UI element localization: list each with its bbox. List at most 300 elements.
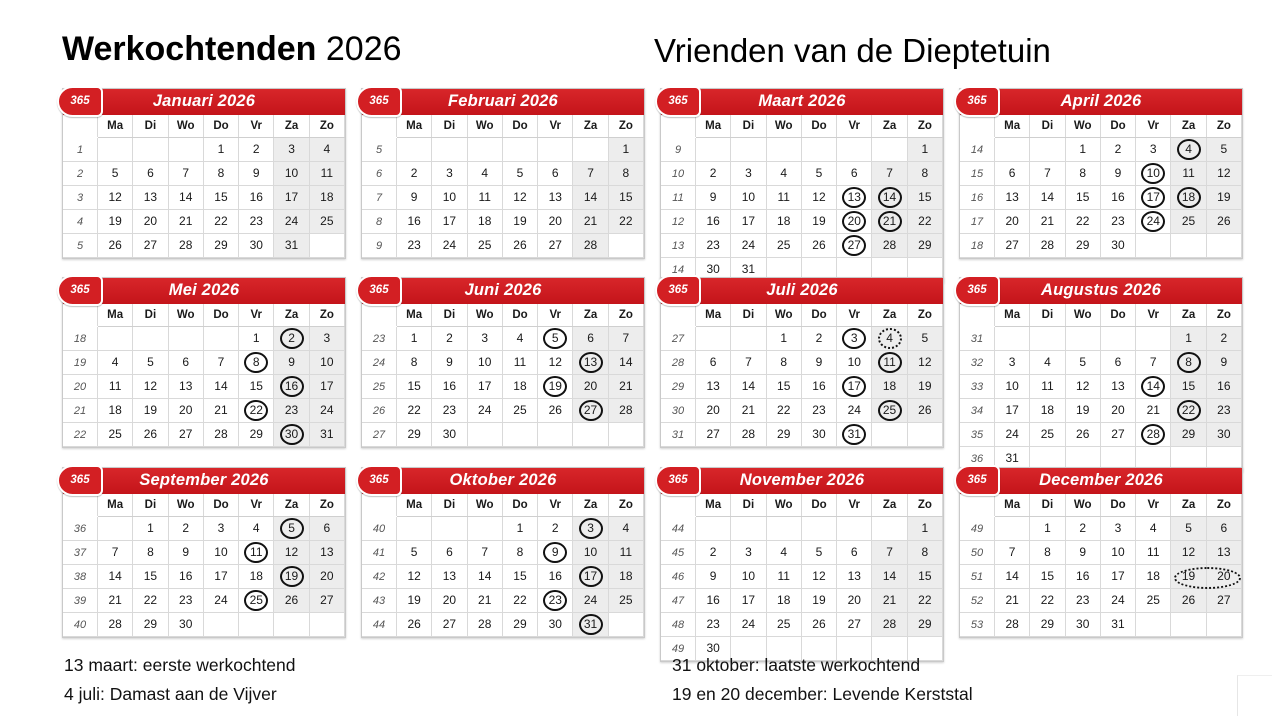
day-cell[interactable]: 1 (608, 138, 643, 162)
day-cell[interactable]: 29 (766, 423, 801, 447)
day-cell[interactable]: 26 (1065, 423, 1100, 447)
day-cell[interactable]: 11 (1171, 162, 1206, 186)
day-cell[interactable]: 5 (1206, 138, 1241, 162)
day-cell[interactable]: 4 (608, 517, 643, 541)
day-cell[interactable]: 12 (907, 351, 942, 375)
day-cell[interactable]: 15 (907, 186, 942, 210)
day-cell[interactable]: 24 (837, 399, 872, 423)
day-cell[interactable]: 24 (731, 613, 766, 637)
day-cell[interactable]: 25 (1171, 210, 1206, 234)
day-cell[interactable]: 27 (837, 613, 872, 637)
day-cell[interactable]: 1 (1030, 517, 1065, 541)
day-cell[interactable]: 28 (1030, 234, 1065, 258)
day-cell[interactable]: 28 (467, 613, 502, 637)
day-cell[interactable]: 10 (573, 541, 608, 565)
day-cell[interactable]: 6 (1100, 351, 1135, 375)
day-cell[interactable]: 18 (608, 565, 643, 589)
day-cell[interactable]: 16 (168, 565, 203, 589)
day-cell[interactable]: 23 (397, 234, 432, 258)
day-cell[interactable]: 5 (397, 541, 432, 565)
day-cell[interactable]: 6 (837, 541, 872, 565)
day-cell[interactable]: 20 (133, 210, 168, 234)
day-cell[interactable]: 22 (608, 210, 643, 234)
day-cell[interactable]: 9 (397, 186, 432, 210)
day-cell[interactable]: 6 (538, 162, 573, 186)
day-cell[interactable]: 19 (907, 375, 942, 399)
day-cell[interactable]: 18 (766, 210, 801, 234)
day-cell[interactable]: 1 (907, 517, 942, 541)
day-cell[interactable]: 8 (907, 541, 942, 565)
day-cell[interactable]: 16 (397, 210, 432, 234)
day-cell[interactable]: 14 (731, 375, 766, 399)
day-cell[interactable]: 8 (1065, 162, 1100, 186)
day-cell[interactable]: 12 (801, 186, 836, 210)
day-cell[interactable]: 13 (837, 565, 872, 589)
day-cell[interactable]: 4 (872, 327, 907, 351)
day-cell[interactable]: 25 (608, 589, 643, 613)
day-cell[interactable]: 9 (274, 351, 309, 375)
day-cell[interactable]: 24 (1100, 589, 1135, 613)
day-cell[interactable]: 30 (239, 234, 274, 258)
day-cell[interactable]: 10 (837, 351, 872, 375)
day-cell[interactable]: 12 (801, 565, 836, 589)
day-cell[interactable]: 11 (239, 541, 274, 565)
day-cell[interactable]: 12 (1206, 162, 1241, 186)
day-cell[interactable]: 19 (397, 589, 432, 613)
day-cell[interactable]: 26 (98, 234, 133, 258)
day-cell[interactable]: 15 (239, 375, 274, 399)
day-cell[interactable]: 28 (573, 234, 608, 258)
day-cell[interactable]: 17 (203, 565, 238, 589)
day-cell[interactable]: 10 (309, 351, 344, 375)
day-cell[interactable]: 10 (432, 186, 467, 210)
day-cell[interactable]: 3 (309, 327, 344, 351)
day-cell[interactable]: 19 (801, 589, 836, 613)
day-cell[interactable]: 30 (274, 423, 309, 447)
day-cell[interactable]: 3 (274, 138, 309, 162)
day-cell[interactable]: 22 (239, 399, 274, 423)
day-cell[interactable]: 4 (502, 327, 537, 351)
day-cell[interactable]: 4 (467, 162, 502, 186)
day-cell[interactable]: 22 (1065, 210, 1100, 234)
day-cell[interactable]: 7 (98, 541, 133, 565)
day-cell[interactable]: 4 (1136, 517, 1171, 541)
day-cell[interactable]: 10 (274, 162, 309, 186)
day-cell[interactable]: 7 (467, 541, 502, 565)
day-cell[interactable]: 12 (502, 186, 537, 210)
day-cell[interactable]: 15 (766, 375, 801, 399)
day-cell[interactable]: 18 (467, 210, 502, 234)
day-cell[interactable]: 1 (133, 517, 168, 541)
day-cell[interactable]: 9 (239, 162, 274, 186)
day-cell[interactable]: 11 (766, 186, 801, 210)
day-cell[interactable]: 27 (1100, 423, 1135, 447)
day-cell[interactable]: 12 (98, 186, 133, 210)
day-cell[interactable]: 18 (1171, 186, 1206, 210)
day-cell[interactable]: 30 (432, 423, 467, 447)
day-cell[interactable]: 3 (1136, 138, 1171, 162)
day-cell[interactable]: 20 (168, 399, 203, 423)
day-cell[interactable]: 29 (1171, 423, 1206, 447)
day-cell[interactable]: 5 (1065, 351, 1100, 375)
day-cell[interactable]: 7 (203, 351, 238, 375)
day-cell[interactable]: 10 (731, 186, 766, 210)
day-cell[interactable]: 14 (872, 186, 907, 210)
day-cell[interactable]: 27 (573, 399, 608, 423)
day-cell[interactable]: 30 (696, 258, 731, 282)
day-cell[interactable]: 5 (907, 327, 942, 351)
day-cell[interactable]: 24 (995, 423, 1030, 447)
day-cell[interactable]: 10 (467, 351, 502, 375)
day-cell[interactable]: 18 (502, 375, 537, 399)
day-cell[interactable]: 26 (801, 234, 836, 258)
day-cell[interactable]: 25 (239, 589, 274, 613)
day-cell[interactable]: 2 (696, 162, 731, 186)
day-cell[interactable]: 21 (467, 589, 502, 613)
day-cell[interactable]: 28 (872, 234, 907, 258)
day-cell[interactable]: 4 (1030, 351, 1065, 375)
day-cell[interactable]: 17 (432, 210, 467, 234)
day-cell[interactable]: 30 (1100, 234, 1135, 258)
day-cell[interactable]: 11 (1030, 375, 1065, 399)
day-cell[interactable]: 15 (1065, 186, 1100, 210)
day-cell[interactable]: 18 (1136, 565, 1171, 589)
day-cell[interactable]: 9 (1206, 351, 1241, 375)
day-cell[interactable]: 24 (309, 399, 344, 423)
day-cell[interactable]: 1 (203, 138, 238, 162)
day-cell[interactable]: 28 (203, 423, 238, 447)
day-cell[interactable]: 2 (1100, 138, 1135, 162)
day-cell[interactable]: 14 (467, 565, 502, 589)
day-cell[interactable]: 21 (573, 210, 608, 234)
day-cell[interactable]: 9 (696, 186, 731, 210)
day-cell[interactable]: 1 (907, 138, 942, 162)
day-cell[interactable]: 16 (696, 589, 731, 613)
day-cell[interactable]: 11 (467, 186, 502, 210)
day-cell[interactable]: 28 (1136, 423, 1171, 447)
day-cell[interactable]: 17 (837, 375, 872, 399)
day-cell[interactable]: 22 (502, 589, 537, 613)
day-cell[interactable]: 16 (801, 375, 836, 399)
day-cell[interactable]: 1 (239, 327, 274, 351)
day-cell[interactable]: 16 (1100, 186, 1135, 210)
day-cell[interactable]: 1 (1065, 138, 1100, 162)
day-cell[interactable]: 25 (766, 234, 801, 258)
day-cell[interactable]: 27 (133, 234, 168, 258)
day-cell[interactable]: 9 (801, 351, 836, 375)
day-cell[interactable]: 12 (397, 565, 432, 589)
day-cell[interactable]: 28 (168, 234, 203, 258)
day-cell[interactable]: 21 (1136, 399, 1171, 423)
day-cell[interactable]: 6 (168, 351, 203, 375)
day-cell[interactable]: 26 (133, 423, 168, 447)
day-cell[interactable]: 7 (872, 162, 907, 186)
day-cell[interactable]: 31 (995, 447, 1030, 471)
day-cell[interactable]: 29 (397, 423, 432, 447)
day-cell[interactable]: 3 (203, 517, 238, 541)
day-cell[interactable]: 19 (1206, 186, 1241, 210)
day-cell[interactable]: 20 (432, 589, 467, 613)
day-cell[interactable]: 26 (907, 399, 942, 423)
day-cell[interactable]: 27 (837, 234, 872, 258)
day-cell[interactable]: 6 (837, 162, 872, 186)
day-cell[interactable]: 5 (274, 517, 309, 541)
day-cell[interactable]: 22 (203, 210, 238, 234)
day-cell[interactable]: 19 (538, 375, 573, 399)
day-cell[interactable]: 19 (502, 210, 537, 234)
day-cell[interactable]: 3 (432, 162, 467, 186)
day-cell[interactable]: 14 (1136, 375, 1171, 399)
day-cell[interactable]: 10 (203, 541, 238, 565)
day-cell[interactable]: 11 (766, 565, 801, 589)
day-cell[interactable]: 19 (1065, 399, 1100, 423)
day-cell[interactable]: 11 (98, 375, 133, 399)
day-cell[interactable]: 13 (995, 186, 1030, 210)
day-cell[interactable]: 21 (1030, 210, 1065, 234)
day-cell[interactable]: 11 (502, 351, 537, 375)
day-cell[interactable]: 31 (573, 613, 608, 637)
day-cell[interactable]: 23 (538, 589, 573, 613)
day-cell[interactable]: 9 (168, 541, 203, 565)
day-cell[interactable]: 13 (133, 186, 168, 210)
day-cell[interactable]: 17 (309, 375, 344, 399)
day-cell[interactable]: 16 (1065, 565, 1100, 589)
day-cell[interactable]: 22 (133, 589, 168, 613)
day-cell[interactable]: 24 (731, 234, 766, 258)
day-cell[interactable]: 22 (766, 399, 801, 423)
day-cell[interactable]: 4 (98, 351, 133, 375)
day-cell[interactable]: 25 (98, 423, 133, 447)
day-cell[interactable]: 6 (1206, 517, 1241, 541)
day-cell[interactable]: 14 (168, 186, 203, 210)
day-cell[interactable]: 29 (1030, 613, 1065, 637)
day-cell[interactable]: 18 (1030, 399, 1065, 423)
day-cell[interactable]: 30 (168, 613, 203, 637)
day-cell[interactable]: 20 (538, 210, 573, 234)
day-cell[interactable]: 10 (731, 565, 766, 589)
day-cell[interactable]: 14 (573, 186, 608, 210)
day-cell[interactable]: 7 (608, 327, 643, 351)
day-cell[interactable]: 13 (837, 186, 872, 210)
day-cell[interactable]: 21 (168, 210, 203, 234)
day-cell[interactable]: 17 (731, 589, 766, 613)
day-cell[interactable]: 21 (995, 589, 1030, 613)
day-cell[interactable]: 15 (1030, 565, 1065, 589)
day-cell[interactable]: 8 (1171, 351, 1206, 375)
day-cell[interactable]: 15 (203, 186, 238, 210)
day-cell[interactable]: 4 (309, 138, 344, 162)
day-cell[interactable]: 8 (608, 162, 643, 186)
day-cell[interactable]: 27 (1206, 589, 1241, 613)
day-cell[interactable]: 2 (801, 327, 836, 351)
day-cell[interactable]: 15 (133, 565, 168, 589)
day-cell[interactable]: 8 (133, 541, 168, 565)
day-cell[interactable]: 13 (538, 186, 573, 210)
day-cell[interactable]: 12 (1065, 375, 1100, 399)
day-cell[interactable]: 6 (696, 351, 731, 375)
day-cell[interactable]: 12 (133, 375, 168, 399)
day-cell[interactable]: 17 (1136, 186, 1171, 210)
day-cell[interactable]: 3 (995, 351, 1030, 375)
day-cell[interactable]: 30 (801, 423, 836, 447)
day-cell[interactable]: 20 (995, 210, 1030, 234)
day-cell[interactable]: 13 (696, 375, 731, 399)
day-cell[interactable]: 24 (432, 234, 467, 258)
day-cell[interactable]: 7 (872, 541, 907, 565)
day-cell[interactable]: 6 (432, 541, 467, 565)
day-cell[interactable]: 25 (1030, 423, 1065, 447)
day-cell[interactable]: 25 (872, 399, 907, 423)
day-cell[interactable]: 19 (274, 565, 309, 589)
day-cell[interactable]: 6 (573, 327, 608, 351)
day-cell[interactable]: 18 (766, 589, 801, 613)
day-cell[interactable]: 14 (995, 565, 1030, 589)
day-cell[interactable]: 7 (731, 351, 766, 375)
day-cell[interactable]: 12 (538, 351, 573, 375)
day-cell[interactable]: 28 (995, 613, 1030, 637)
day-cell[interactable]: 30 (1065, 613, 1100, 637)
day-cell[interactable]: 31 (837, 423, 872, 447)
day-cell[interactable]: 29 (907, 613, 942, 637)
day-cell[interactable]: 5 (133, 351, 168, 375)
day-cell[interactable]: 26 (274, 589, 309, 613)
day-cell[interactable]: 14 (98, 565, 133, 589)
day-cell[interactable]: 23 (1065, 589, 1100, 613)
day-cell[interactable]: 30 (696, 637, 731, 661)
day-cell[interactable]: 16 (239, 186, 274, 210)
day-cell[interactable]: 15 (1171, 375, 1206, 399)
day-cell[interactable]: 1 (397, 327, 432, 351)
day-cell[interactable]: 2 (168, 517, 203, 541)
day-cell[interactable]: 15 (907, 565, 942, 589)
day-cell[interactable]: 6 (133, 162, 168, 186)
day-cell[interactable]: 9 (1065, 541, 1100, 565)
day-cell[interactable]: 4 (1171, 138, 1206, 162)
day-cell[interactable]: 28 (731, 423, 766, 447)
day-cell[interactable]: 30 (538, 613, 573, 637)
day-cell[interactable]: 17 (995, 399, 1030, 423)
day-cell[interactable]: 2 (432, 327, 467, 351)
day-cell[interactable]: 16 (696, 210, 731, 234)
day-cell[interactable]: 3 (573, 517, 608, 541)
day-cell[interactable]: 6 (309, 517, 344, 541)
day-cell[interactable]: 16 (538, 565, 573, 589)
day-cell[interactable]: 13 (1100, 375, 1135, 399)
day-cell[interactable]: 8 (239, 351, 274, 375)
day-cell[interactable]: 14 (203, 375, 238, 399)
day-cell[interactable]: 11 (1136, 541, 1171, 565)
day-cell[interactable]: 26 (538, 399, 573, 423)
day-cell[interactable]: 10 (995, 375, 1030, 399)
day-cell[interactable]: 9 (1100, 162, 1135, 186)
day-cell[interactable]: 23 (696, 613, 731, 637)
day-cell[interactable]: 11 (608, 541, 643, 565)
day-cell[interactable]: 8 (203, 162, 238, 186)
day-cell[interactable]: 3 (837, 327, 872, 351)
day-cell[interactable]: 23 (274, 399, 309, 423)
day-cell[interactable]: 25 (467, 234, 502, 258)
day-cell[interactable]: 13 (432, 565, 467, 589)
day-cell[interactable]: 18 (872, 375, 907, 399)
day-cell[interactable]: 10 (1136, 162, 1171, 186)
day-cell[interactable]: 7 (1030, 162, 1065, 186)
day-cell[interactable]: 23 (801, 399, 836, 423)
day-cell[interactable]: 22 (1030, 589, 1065, 613)
day-cell[interactable]: 24 (274, 210, 309, 234)
day-cell[interactable]: 29 (1065, 234, 1100, 258)
day-cell[interactable]: 2 (397, 162, 432, 186)
day-cell[interactable]: 17 (573, 565, 608, 589)
day-cell[interactable]: 7 (995, 541, 1030, 565)
day-cell[interactable]: 29 (203, 234, 238, 258)
day-cell[interactable]: 23 (239, 210, 274, 234)
day-cell[interactable]: 4 (766, 541, 801, 565)
day-cell[interactable]: 16 (432, 375, 467, 399)
day-cell[interactable]: 16 (1206, 375, 1241, 399)
day-cell[interactable]: 22 (907, 210, 942, 234)
day-cell[interactable]: 27 (168, 423, 203, 447)
day-cell[interactable]: 12 (1171, 541, 1206, 565)
day-cell[interactable]: 15 (502, 565, 537, 589)
day-cell[interactable]: 25 (502, 399, 537, 423)
day-cell[interactable]: 22 (1171, 399, 1206, 423)
day-cell[interactable]: 31 (309, 423, 344, 447)
day-cell[interactable]: 5 (538, 327, 573, 351)
day-cell[interactable]: 26 (502, 234, 537, 258)
day-cell[interactable]: 4 (239, 517, 274, 541)
day-cell[interactable]: 17 (731, 210, 766, 234)
day-cell[interactable]: 26 (1171, 589, 1206, 613)
day-cell[interactable]: 2 (1206, 327, 1241, 351)
day-cell[interactable]: 5 (801, 162, 836, 186)
day-cell[interactable]: 13 (1206, 541, 1241, 565)
day-cell[interactable]: 22 (907, 589, 942, 613)
day-cell[interactable]: 2 (696, 541, 731, 565)
day-cell[interactable]: 26 (801, 613, 836, 637)
day-cell[interactable]: 6 (995, 162, 1030, 186)
day-cell[interactable]: 14 (1030, 186, 1065, 210)
day-cell[interactable]: 15 (397, 375, 432, 399)
day-cell[interactable]: 24 (467, 399, 502, 423)
day-cell[interactable]: 20 (573, 375, 608, 399)
day-cell[interactable]: 28 (98, 613, 133, 637)
day-cell[interactable]: 8 (1030, 541, 1065, 565)
day-cell[interactable]: 20 (309, 565, 344, 589)
day-cell[interactable]: 4 (766, 162, 801, 186)
day-cell[interactable]: 29 (133, 613, 168, 637)
day-cell[interactable]: 2 (239, 138, 274, 162)
day-cell[interactable]: 20 (1100, 399, 1135, 423)
day-cell[interactable]: 13 (168, 375, 203, 399)
day-cell[interactable]: 8 (907, 162, 942, 186)
day-cell[interactable]: 3 (467, 327, 502, 351)
day-cell[interactable]: 21 (608, 375, 643, 399)
day-cell[interactable]: 5 (1171, 517, 1206, 541)
day-cell[interactable]: 7 (1136, 351, 1171, 375)
day-cell[interactable]: 17 (467, 375, 502, 399)
day-cell[interactable]: 25 (1136, 589, 1171, 613)
day-cell[interactable]: 16 (274, 375, 309, 399)
day-cell[interactable]: 20 (1206, 565, 1241, 589)
day-cell[interactable]: 8 (397, 351, 432, 375)
day-cell[interactable]: 14 (608, 351, 643, 375)
day-cell[interactable]: 23 (696, 234, 731, 258)
day-cell[interactable]: 18 (98, 399, 133, 423)
day-cell[interactable]: 29 (239, 423, 274, 447)
day-cell[interactable]: 23 (1100, 210, 1135, 234)
day-cell[interactable]: 24 (573, 589, 608, 613)
day-cell[interactable]: 29 (907, 234, 942, 258)
